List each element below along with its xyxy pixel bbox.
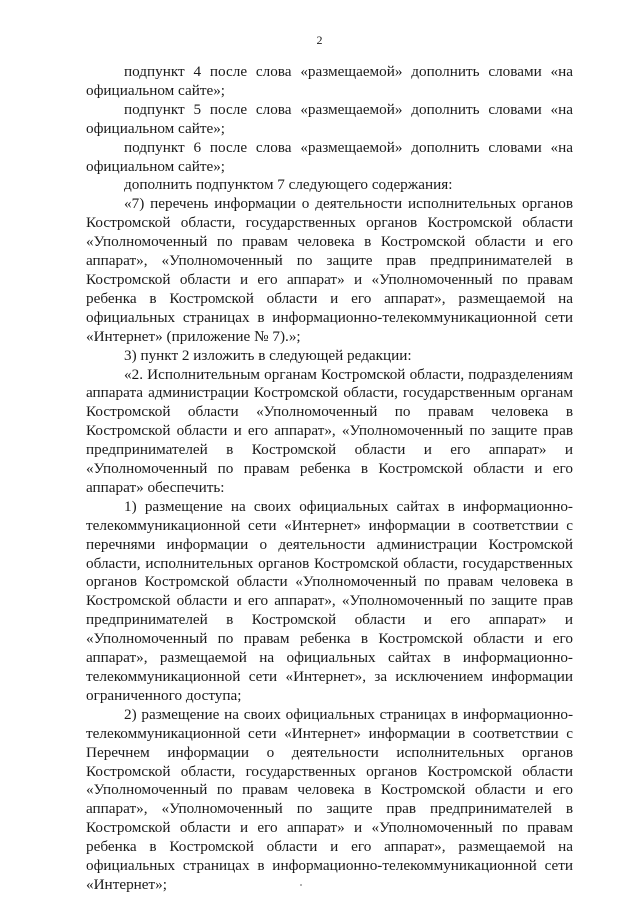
paragraph-add-subpoint-7: дополнить подпунктом 7 следующего содержания: — [124, 176, 453, 194]
paragraph-subpoint-5: подпункт 5 после слова «размещаемой» дополнить словами «на официальном сайте»; — [86, 100, 573, 137]
paragraph-point-2-intro: 3) пункт 2 изложить в следующей редакции: — [124, 346, 412, 364]
paragraph-subpoint-4: подпункт 4 после слова «размещаемой» дополнить словами «на официальном сайте»; — [86, 63, 573, 99]
document-body — [86, 63, 573, 895]
paragraph-subpoint-7-text: «7) перечень информации о деятельности исполнительных органов Костромской области, государственных органов Костромской области «Уполномоченный по правам человека в Костромской области и его аппарат», «Уполномоченный по защите прав предпринимателей в Костромской области и его аппарат» и «Уполномоченный по правам ребенка в Костромской области и его аппарат», размещаемой на официальных страницах в информационно-телекоммуникационной сети «Интернет» (приложение № 7).»; — [86, 195, 573, 345]
paragraph-subpoint-6: подпункт 6 после слова «размещаемой» дополнить словами «на официальном сайте»; — [86, 138, 573, 175]
paragraph-item-1: 1) размещение на своих официальных сайтах в информационно-телекоммуникационной сети «Интернет» информации в соответствии с перечнями информации о деятельности администрации Костромской области, исполнительных органов Костромской области, государственных органов Костромской области «Уполномоченный по правам человека в Костромской области и его аппарат», «Уполномоченный по защите прав предпринимателей в Костромской области и его аппарат» и «Уполномоченный по правам ребенка в Костромской области и его аппарат», размещаемой на официальных сайтах в информационно-телекоммуникационной сети «Интернет», за исключением информации ограниченного доступа; — [86, 497, 573, 704]
scan-artifact-dot — [300, 884, 302, 886]
paragraph-item-2: 2) размещение на своих официальных страницах в информационно-телекоммуникационной сети «Интернет» информации в соответствии с Перечнем информации о деятельности исполнительных органов Костромской области, государственных органов Костромской области «Уполномоченный по правам человека в Костромской области и его аппарат», «Уполномоченный по защите прав предпринимателей в Костромской области и его аппарат» и «Уполномоченный по правам ребенка в Костромской области и его аппарат», размещаемой на официальных страницах в информационно-телекоммуникационной сети «Интернет»; — [86, 705, 573, 893]
page-number: 2 — [316, 33, 323, 47]
paragraph-point-2-text: «2. Исполнительным органам Костромской области, подразделениям аппарата администрации Костромской области, государственным органам Костромской области «Уполномоченный по правам человека в Костромской области и его аппарат», «Уполномоченный по защите прав предпринимателей в Костромской области и его аппарат» и «Уполномоченный по правам ребенка в Костромской области и его аппарат» обеспечить: — [86, 365, 573, 496]
